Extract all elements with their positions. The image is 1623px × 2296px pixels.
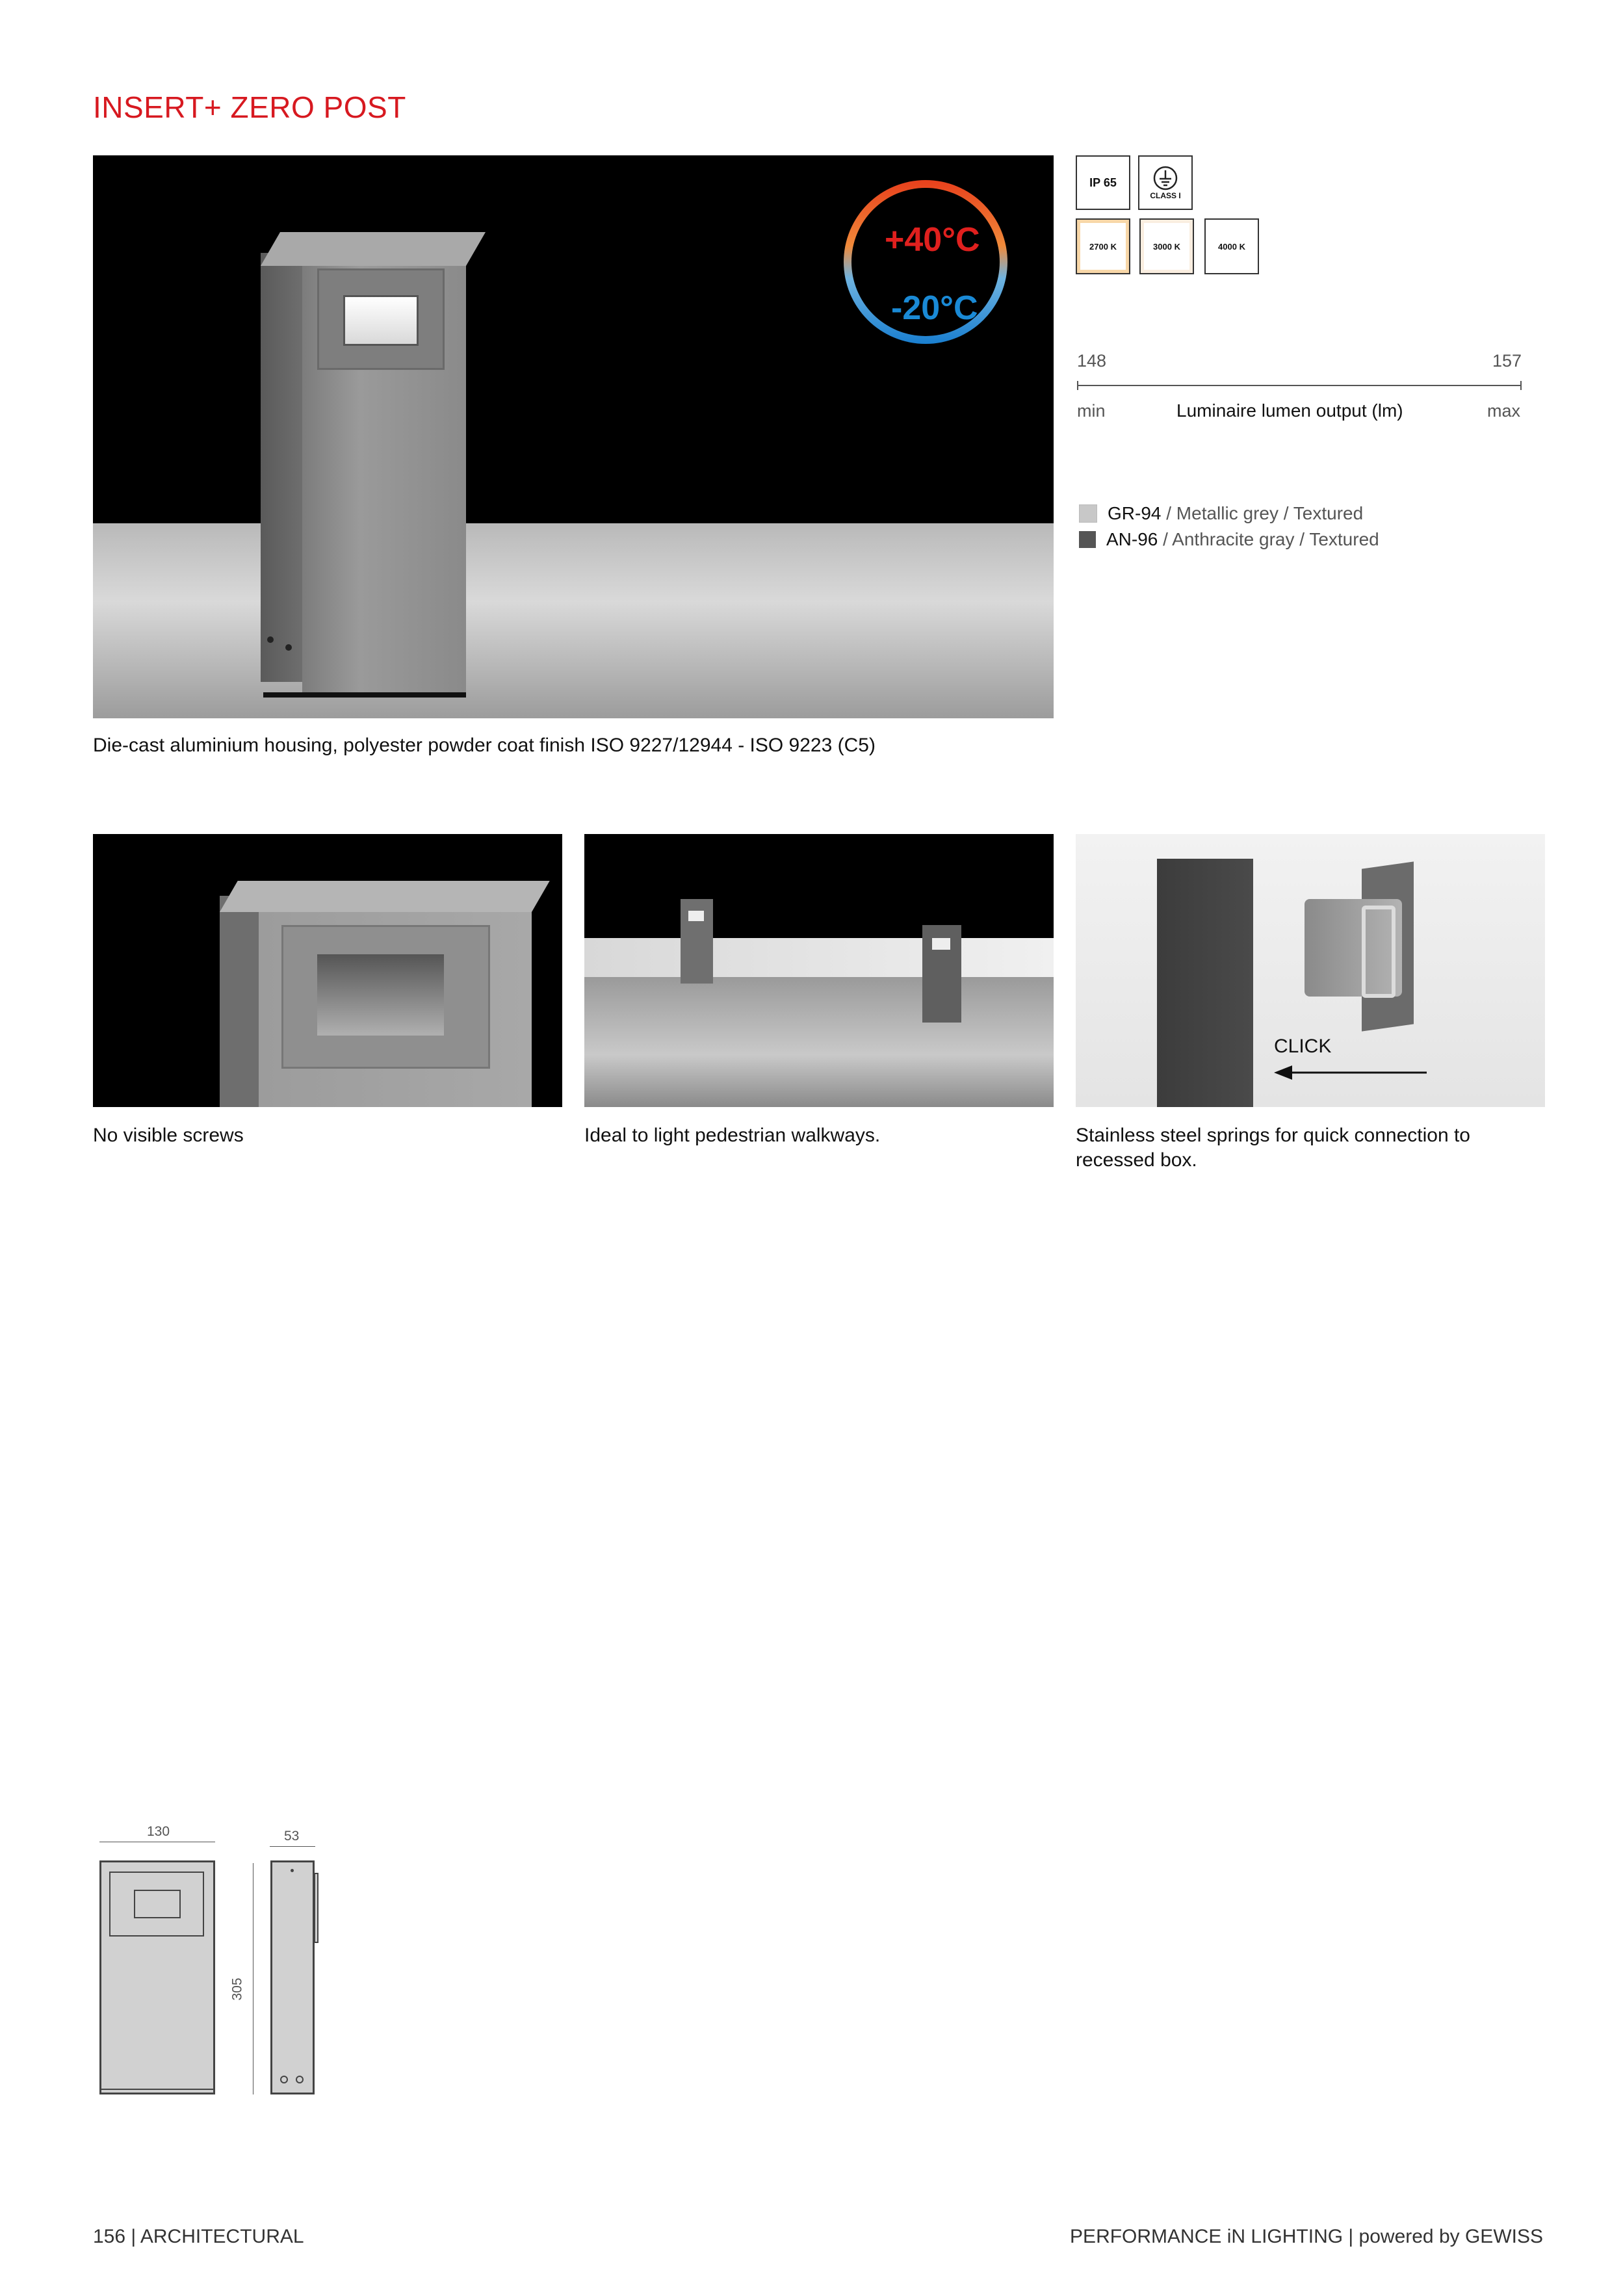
- footer-right: PERFORMANCE iN LIGHTING | powered by GEWISS: [1070, 2226, 1543, 2247]
- post-base: [263, 692, 466, 698]
- cct-3000-label: 3000 K: [1153, 241, 1180, 252]
- click-label: CLICK: [1274, 1036, 1332, 1057]
- post-top: [261, 232, 486, 266]
- feature-caption-springs: Stainless steel springs for quick connection to recessed box.: [1076, 1125, 1470, 1171]
- lumen-min-value: 148: [1077, 351, 1107, 371]
- finish-item: [1079, 501, 1379, 527]
- post-screw: [267, 636, 274, 643]
- feature-photo-springs: [1076, 834, 1545, 1107]
- feature-photo-walkway: [584, 834, 1054, 1107]
- ip-rating: IP 65: [1089, 176, 1117, 189]
- front-view-drawing: [99, 1860, 215, 2094]
- footer-left: 156 | ARCHITECTURAL: [93, 2226, 304, 2247]
- lumen-scale-line: [1077, 385, 1522, 386]
- cct-4000-label: 4000 K: [1218, 241, 1245, 252]
- post-small-left-light: [688, 911, 704, 921]
- finish-swatch-gr94: [1079, 504, 1097, 523]
- finish-text: [1108, 503, 1363, 524]
- cct-badge-4000: [1204, 218, 1259, 274]
- dim-depth-label: 53: [284, 1829, 300, 1844]
- class-label: CLASS I: [1150, 191, 1181, 200]
- side-view-ridge: [314, 1873, 318, 1943]
- front-view-window: [134, 1890, 181, 1918]
- cct-2700-label: 2700 K: [1089, 241, 1117, 252]
- post-side: [261, 253, 302, 682]
- ip-rating-badge: [1076, 155, 1130, 210]
- hero-caption: Die-cast aluminium housing, polyester powder coat finish ISO 9227/12944 - ISO 9223 (C5): [93, 735, 876, 756]
- light-window: [317, 954, 444, 1036]
- arrow-left-icon: [1274, 1063, 1430, 1082]
- feature-caption-screws: No visible screws: [93, 1125, 244, 1146]
- finish-desc: / Metallic grey / Textured: [1161, 503, 1364, 523]
- dim-height-label: 305: [229, 1977, 245, 2001]
- post-small-right-light: [932, 938, 950, 950]
- dim-depth-line: [270, 1846, 315, 1847]
- finish-list: [1079, 501, 1379, 553]
- light-window: [343, 295, 419, 346]
- finish-code: GR-94: [1108, 503, 1162, 523]
- side-view-dot: [291, 1869, 294, 1872]
- lumen-max-label: max: [1487, 401, 1521, 421]
- post-side: [220, 896, 259, 1107]
- post-screw: [285, 644, 292, 651]
- post-dark-body: [1157, 859, 1253, 1107]
- lumen-scale-tick-left: [1077, 381, 1078, 390]
- temp-max: +40°C: [885, 221, 980, 259]
- hero-photo: [93, 155, 1054, 718]
- dim-width-label: 130: [147, 1824, 170, 1839]
- ground-icon: [1152, 165, 1178, 191]
- finish-text: [1106, 529, 1379, 550]
- feature-photo-screws: [93, 834, 562, 1107]
- side-view-drawing: [270, 1860, 315, 2094]
- finish-code: AN-96: [1106, 529, 1158, 549]
- lumen-min-label: min: [1077, 401, 1106, 421]
- post-top: [220, 881, 550, 912]
- walkway-floor: [584, 977, 1054, 1107]
- front-view-base: [101, 2089, 213, 2090]
- cct-badge-3000: [1139, 218, 1194, 274]
- finish-item: [1079, 527, 1379, 553]
- temp-min: -20°C: [891, 289, 978, 327]
- spring-clip: [1362, 906, 1396, 998]
- finish-desc: / Anthracite gray / Textured: [1158, 529, 1379, 549]
- feature-caption-walkway: Ideal to light pedestrian walkways.: [584, 1125, 881, 1146]
- lumen-max-value: 157: [1492, 351, 1522, 371]
- lumen-label: Luminaire lumen output (lm): [1176, 400, 1403, 421]
- finish-swatch-an96: [1079, 531, 1096, 548]
- side-view-screw: [296, 2076, 304, 2083]
- cct-badge-2700: [1076, 218, 1130, 274]
- page-title: INSERT+ ZERO POST: [93, 90, 406, 124]
- class-badge: [1138, 155, 1193, 210]
- lumen-scale-tick-right: [1520, 381, 1522, 390]
- side-view-screw: [280, 2076, 288, 2083]
